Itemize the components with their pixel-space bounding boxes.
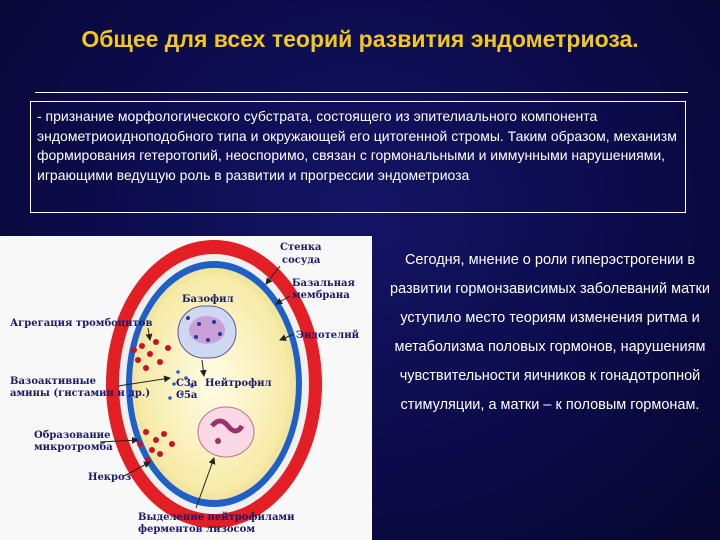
neutrophil-cell xyxy=(198,407,254,457)
vessel-diagram-svg xyxy=(0,236,372,540)
basophil-cell xyxy=(178,306,236,358)
label-lysosome-1: Выделение нейтрофилами xyxy=(138,512,295,523)
label-basophil: Базофил xyxy=(182,294,234,305)
label-microthrombus-1: Образование xyxy=(34,430,111,441)
label-c3a: C3a xyxy=(176,378,198,389)
label-platelet-aggregation: Агрегация тромбоцитов xyxy=(10,318,153,329)
label-basal-membrane-2: мембрана xyxy=(292,290,350,301)
label-necrosis: Некроз xyxy=(88,472,132,483)
label-vessel-wall-2: сосуда xyxy=(282,255,321,266)
label-microthrombus-2: микротромба xyxy=(34,442,113,453)
vessel-diagram xyxy=(0,236,372,540)
label-basal-membrane-1: Базальная xyxy=(292,278,355,289)
label-vasoactive-1: Вазоактивные xyxy=(10,376,96,387)
definition-box: - признание морфологического субстрата, состоящего из эпителиального компонента эндометриоидноподобного типа и окружающей его цитогенной стромы. Таким образом, механизм формирования гетеротопий, неоспоримо, связан с гормональными и иммунными нарушениями, играющими ведущую роль в развитии и прогрессии эндометриоза xyxy=(30,101,686,213)
title-divider xyxy=(35,92,688,93)
label-neutrophil: Нейтрофил xyxy=(205,378,272,389)
label-endothelium: Эндотелий xyxy=(296,330,360,341)
label-lysosome-2: ферментов лизосом xyxy=(138,524,256,535)
label-vasoactive-2: амины (гистамин и др.) xyxy=(10,388,151,399)
label-vessel-wall-1: Стенка xyxy=(280,242,322,253)
label-c5a: C5a xyxy=(176,390,198,401)
slide-title: Общее для всех теорий развития эндометриоза. xyxy=(81,26,639,52)
right-text: Сегодня, мнение о роли гиперэстрогении в развитии гормонзависимых заболеваний матки уступило место теориям изменения ритма и метаболизма половых гормонов, нарушениям чувствительности яичников к гонадотропной стимуляции, а матки – к половым гормонам. xyxy=(390,252,710,413)
